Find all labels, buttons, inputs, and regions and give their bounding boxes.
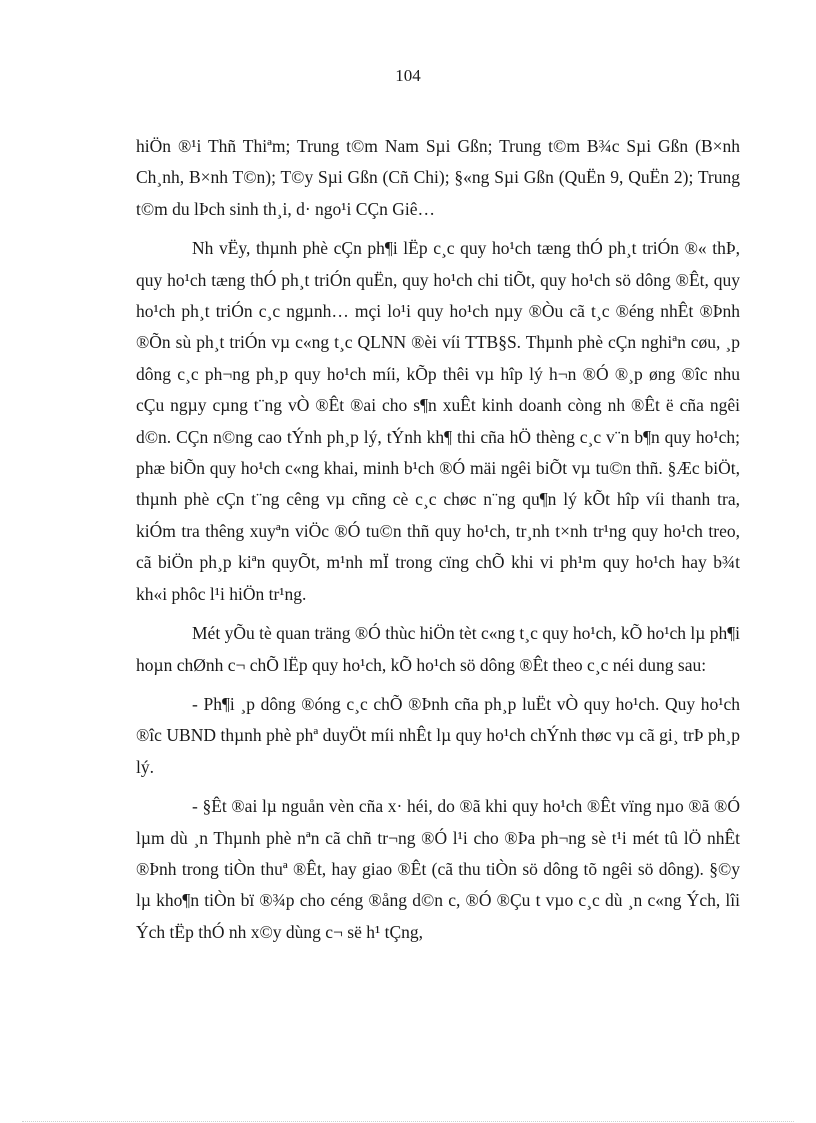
- paragraph-2: Nh vËy, thµnh phè cÇn ph¶i lËp c¸c quy ho¹ch tæng thÓ ph¸t triÓn ®« thÞ, quy ho¹ch tæng thÓ ph¸t triÓn quËn, quy ho¹ch chi tiÕt, quy ho¹ch sö dông ®Êt, quy ho¹ch ph¸t triÓn c¸c ngµnh… mçi lo¹i quy ho¹ch nµy ®Òu cã t¸c ®éng nhÊt ®Þnh ®Õn sù ph¸t triÓn vµ c«ng t¸c QLNN ®èi víi TTB§S. Thµnh phè cÇn nghiªn cøu, ¸p dông c¸c ph¬ng ph¸p quy ho¹ch míi, kÕp thêi vµ hîp lý h¬n ®Ó ®¸p øng ®îc nhu cÇu ngµy cµng t¨ng vÒ ®Êt ®ai cho s¶n xuÊt kinh doanh còng nh ®Êt ë cña ngêi d©n. CÇn n©ng cao tÝnh ph¸p lý, tÝnh kh¶ thi cña hÖ thèng c¸c v¨n b¶n quy ho¹ch; phæ biÕn quy ho¹ch c«ng khai, minh b¹ch ®Ó mäi ngêi biÕt vµ tu©n thñ. §Æc biÖt, thµnh phè cÇn t¨ng cêng vµ cñng cè c¸c chøc n¨ng qu¶n lý kÕt hîp víi thanh tra, kiÓm tra thêng xuyªn viÖc ®Ó tu©n thñ quy ho¹ch, tr¸nh t×nh tr¹ng quy ho¹ch treo, cã biÖn ph¸p kiªn quyÕt, m¹nh mÏ trong cïng chÕ khi vi ph¹m quy ho¹ch hay b¾t kh«i phôc l¹i hiÖn tr¹ng.: [136, 238, 740, 604]
- body-text: [136, 131, 740, 956]
- page-bottom-rule: [22, 1121, 794, 1122]
- paragraph-3: Mét yÕu tè quan träng ®Ó thùc hiÖn tèt c«ng t¸c quy ho¹ch, kÕ ho¹ch lµ ph¶i hoµn chØnh c¬ chÕ lËp quy ho¹ch, kÕ ho¹ch sö dông ®Êt theo c¸c néi dung sau:: [136, 623, 740, 675]
- paragraph-1: hiÖn ®¹i Thñ Thiªm; Trung t©m Nam Sµi Gßn; Trung t©m B¾c Sµi Gßn (B×nh Ch¸nh, B×nh T©n); T©y Sµi Gßn (Cñ Chi); §«ng Sµi Gßn (QuËn 9, QuËn 2); Trung t©m du lÞch sinh th¸i, d· ngo¹i CÇn Giê…: [136, 136, 740, 219]
- paragraph-5: - §Êt ®ai lµ nguån vèn cña x· héi, do ®ã khi quy ho¹ch ®Êt vïng nµo ®ã ®Ó lµm dù ¸n Thµnh phè nªn cã chñ tr¬ng ®Ó l¹i cho ®Þa ph¬ng sè t¹i mét tû lÖ nhÊt ®Þnh trong tiÒn thuª ®Êt, hay giao ®Êt (cã thu tiÒn sö dông tõ ngêi sö dông). §©y lµ kho¶n tiÒn bï ®¾p cho céng ®ång d©n c, ®Ó ®Çu t vµo c¸c dù ¸n c«ng Ých, lîi Ých tËp thÓ nh x©y dùng c¬ së h¹ tÇng,: [136, 796, 740, 942]
- paragraph-4: - Ph¶i ¸p dông ®óng c¸c chÕ ®Þnh cña ph¸p luËt vÒ quy ho¹ch. Quy ho¹ch ®îc UBND thµnh phè phª duyÖt míi nhÊt lµ quy ho¹ch chÝnh thøc vµ cã gi¸ trÞ ph¸p lý.: [136, 693, 740, 777]
- page-number: 104: [395, 66, 421, 85]
